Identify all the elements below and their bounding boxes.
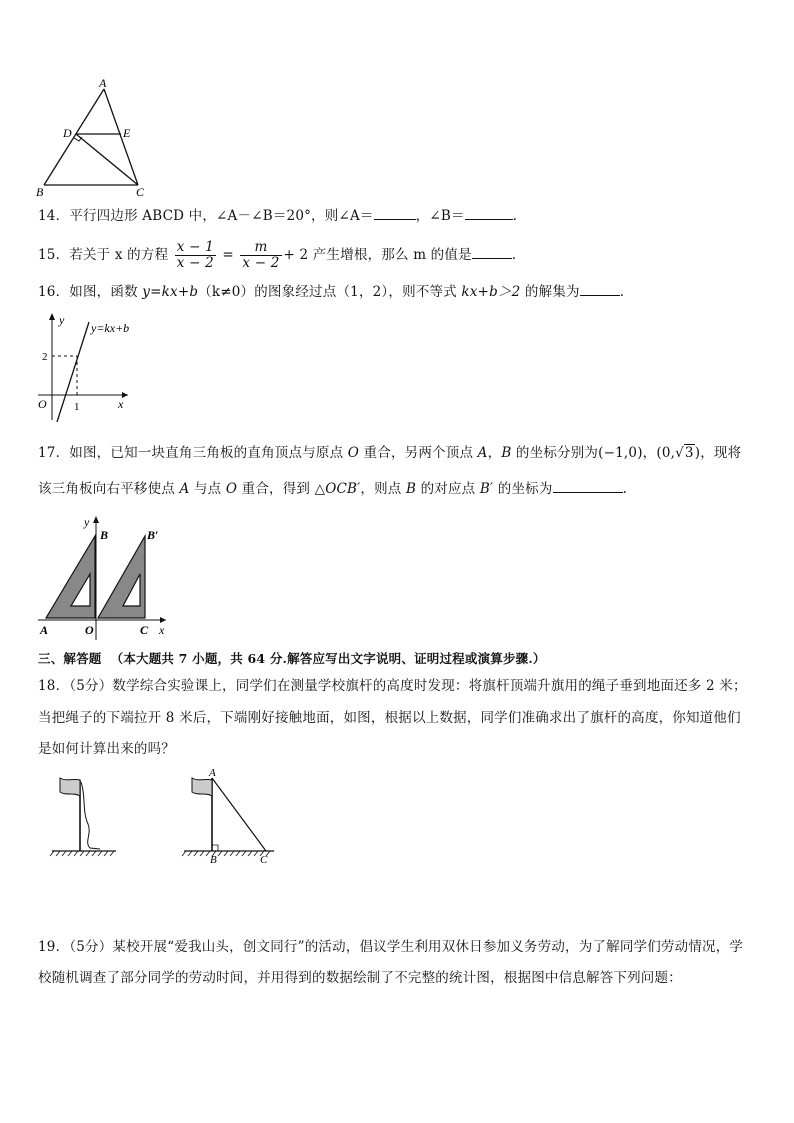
label-A: A xyxy=(40,623,49,637)
q17-l2-mid3: ，则点 xyxy=(360,481,406,497)
q17-blank[interactable] xyxy=(553,480,623,493)
q17-l2-suffix: 的坐标为 xyxy=(493,481,553,497)
q16-suffix: 的解集为 xyxy=(520,284,580,300)
tick-label-2: 2 xyxy=(42,351,48,363)
q17-l2-tri: △OCB′ xyxy=(314,481,361,497)
q17-B: B xyxy=(501,445,512,461)
question-16 xyxy=(38,283,624,301)
q17-l2-mid2: 重合，得到 xyxy=(237,481,315,497)
label-C: C xyxy=(140,623,149,637)
label-B: B xyxy=(100,528,109,542)
q15-prefix: 15．若关于 x 的方程 xyxy=(38,247,169,263)
section-3-note: （本大题共 7 小题，共 64 分.解答应写出文字说明、证明过程或演算步骤.） xyxy=(110,651,546,666)
section-3-heading xyxy=(38,650,546,668)
label-E: E xyxy=(123,126,131,140)
q16-end: . xyxy=(619,284,625,300)
q15-blank[interactable] xyxy=(472,246,512,259)
label-A: A xyxy=(99,76,107,90)
q17-l2-B: B xyxy=(405,481,417,497)
question-18-line-1: 18．（5分）数学综合实验课上，同学们在测量学校旗杆的高度时发现：将旗杆顶端升旗用的绳子垂到地面还多 2 米； xyxy=(38,678,747,694)
q14-blank-b[interactable] xyxy=(465,207,513,220)
label-D: D xyxy=(63,126,72,140)
q17-l2-A: A xyxy=(179,481,190,497)
function-label: y=kx+b xyxy=(91,321,130,335)
label-y: y xyxy=(84,515,90,529)
triangle-figure-q13 xyxy=(30,75,160,200)
q15-fraction-2: $\frac{m}{x - 2}$ xyxy=(242,239,280,271)
q16-ineq: kx+b＞2 xyxy=(461,284,521,300)
q17-l2-mid1: 与点 xyxy=(189,481,226,497)
q17-coord-B-post: ) xyxy=(694,445,701,461)
section-3-title: 三、解答题 xyxy=(38,651,102,666)
flagpole-figure-q18 xyxy=(46,766,286,866)
q17-A: A xyxy=(477,445,488,461)
label-C: C xyxy=(260,854,268,866)
q15-end: . xyxy=(511,247,517,263)
q17-l1-end: ，现将 xyxy=(700,445,742,461)
q17-l2-B2: B′ xyxy=(479,481,494,497)
label-B: B xyxy=(210,854,217,866)
q17-comma: ， xyxy=(487,445,502,461)
question-14 xyxy=(38,207,517,225)
q17-l1-mid: 重合，另两个顶点 xyxy=(359,445,478,461)
question-19-line-1: 19．（5分）某校开展“爱我山头，创文同行”的活动，倡议学生利用双休日参加义务劳动，为了解同学们劳动情况，学 xyxy=(38,939,744,955)
question-18-line-3: 是如何计算出来的吗？ xyxy=(38,741,175,757)
q15-eq: = xyxy=(222,247,234,263)
q17-coord-B-root: 3 xyxy=(684,445,694,461)
question-17-line-2 xyxy=(38,480,627,498)
q17-end: . xyxy=(622,481,628,497)
label-B-prime: B′ xyxy=(147,528,159,542)
q17-coords-text: 的坐标分别为 xyxy=(511,445,599,461)
label-A: A xyxy=(209,767,216,779)
q14-blank-a[interactable] xyxy=(374,207,416,220)
question-19-line-2: 校随机调查了部分同学的劳动时间，并用得到的数据绘制了不完整的统计图，根据图中信息解答下列问题： xyxy=(38,970,682,986)
q15-fraction-1: $\frac{x - 1}{x - 2}$ xyxy=(176,239,214,271)
q14-prefix: 14．平行四边形 ABCD 中，∠A－∠B＝20°，则∠A＝ xyxy=(38,208,374,224)
q17-l2-mid4: 的对应点 xyxy=(416,481,480,497)
q17-coord-A: (−1,0) xyxy=(598,445,643,461)
set-square-figure-q17 xyxy=(34,512,174,642)
q16-blank[interactable] xyxy=(580,283,620,296)
label-C: C xyxy=(136,185,145,199)
axis-label-y: y xyxy=(59,313,65,327)
q17-coord-B-pre: ，(0, xyxy=(642,445,676,461)
q16-prefix: 16．如图，函数 xyxy=(38,284,143,300)
question-17-line-1: 17．如图，已知一块直角三角板的直角顶点与原点 O 重合，另两个顶点 A，B 的坐标分别为(−1,0)，(0,√3)，现将 xyxy=(38,445,742,461)
function-graph-q16 xyxy=(34,310,154,422)
q16-func: y=kx+b xyxy=(142,284,199,300)
label-B: B xyxy=(36,185,44,199)
q17-l2-O: O xyxy=(225,481,238,497)
q17-l1-prefix: 17．如图，已知一块直角三角板的直角顶点与原点 xyxy=(38,445,348,461)
q15-suffix: + 2 产生增根，那么 m 的值是 xyxy=(283,247,472,263)
q17-l2-prefix: 该三角板向右平移使点 xyxy=(38,481,180,497)
q14-mid: ，∠B＝ xyxy=(415,208,465,224)
tick-label-1: 1 xyxy=(74,401,80,413)
label-x: x xyxy=(159,623,165,637)
q14-end: . xyxy=(512,208,518,224)
question-18-line-2: 当把绳子的下端拉开 8 米后，下端刚好接触地面，如图，根据以上数据，同学们准确求出了旗杆的高度，你知道他们 xyxy=(38,710,741,726)
axis-label-x: x xyxy=(118,397,124,411)
origin-label: O xyxy=(38,397,47,411)
label-O: O xyxy=(85,623,94,637)
q16-cond: （k≠0）的图象经过点（1，2），则不等式 xyxy=(198,284,462,300)
question-15 xyxy=(38,236,516,274)
q17-O: O xyxy=(347,445,360,461)
